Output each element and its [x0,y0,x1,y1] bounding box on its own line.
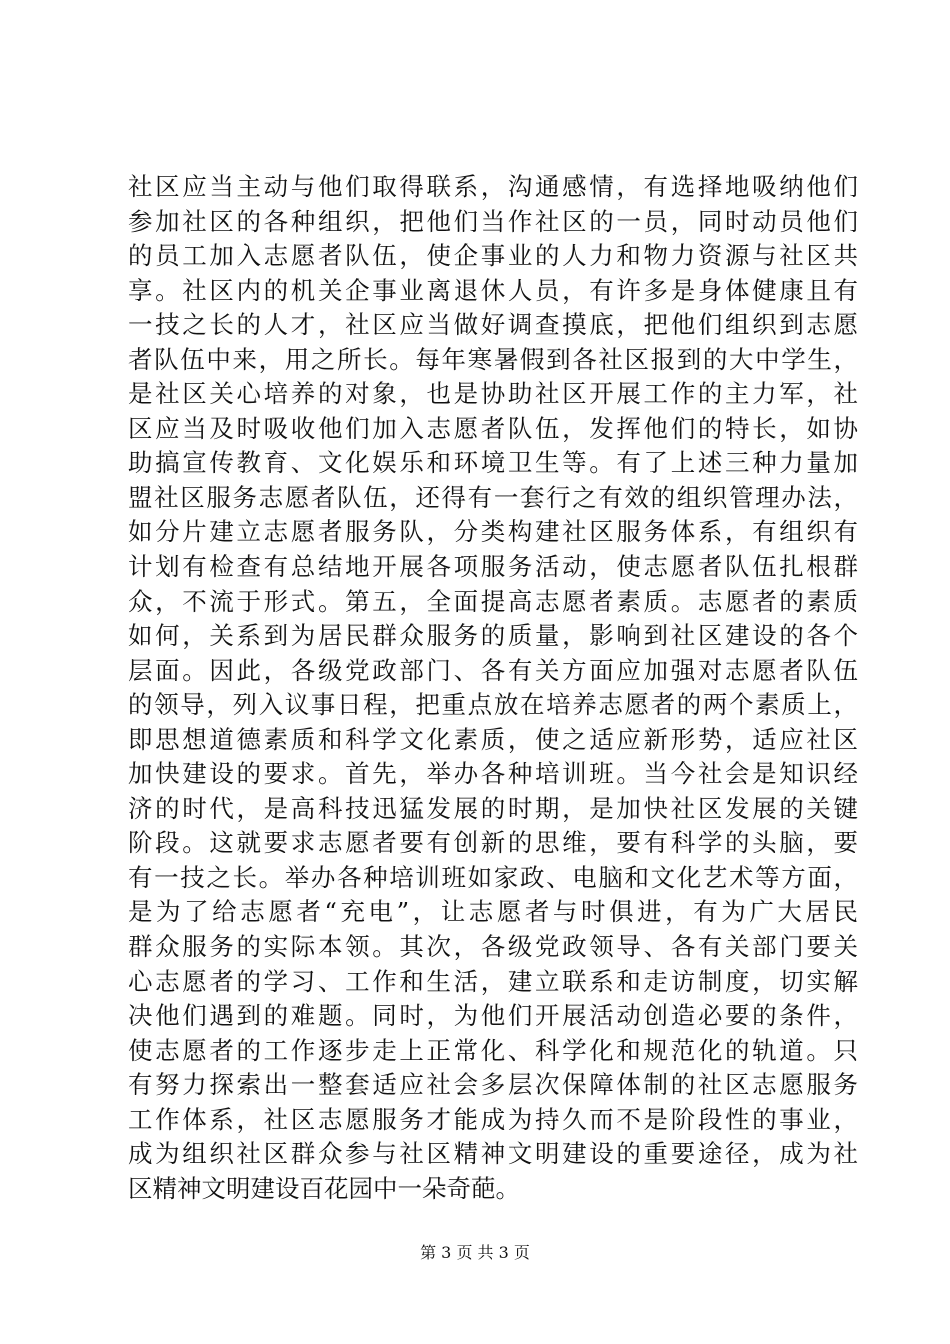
text-line: 盟社区服务志愿者队伍，还得有一套行之有效的组织管理办法， [128,482,858,512]
text-line: 参加社区的各种组织，把他们当作社区的一员，同时动员他们 [128,206,858,236]
text-line: 层面。因此，各级党政部门、各有关方面应加强对志愿者队伍 [128,655,858,685]
text-line: 的员工加入志愿者队伍，使企事业的人力和物力资源与社区共 [128,241,858,271]
text-line: 计划有检查有总结地开展各项服务活动，使志愿者队伍扎根群 [128,552,858,582]
text-line: 阶段。这就要求志愿者要有创新的思维，要有科学的头脑，要 [128,828,858,858]
text-line: 如何，关系到为居民群众服务的质量，影响到社区建设的各个 [128,621,858,651]
text-line: 使志愿者的工作逐步走上正常化、科学化和规范化的轨道。只 [128,1035,858,1065]
text-line: 工作体系，社区志愿服务才能成为持久而不是阶段性的事业， [128,1104,858,1134]
body-text [128,170,858,1206]
text-line: 济的时代，是高科技迅猛发展的时期，是加快社区发展的关键 [128,793,858,823]
text-line: 众，不流于形式。第五，全面提高志愿者素质。志愿者的素质 [128,586,858,616]
text-line: 社区应当主动与他们取得联系，沟通感情，有选择地吸纳他们 [128,172,858,201]
text-line: 群众服务的实际本领。其次，各级党政领导、各有关部门要关 [128,932,858,962]
text-line: 心志愿者的学习、工作和生活，建立联系和走访制度，切实解 [128,966,858,996]
text-line: 助搞宣传教育、文化娱乐和环境卫生等。有了上述三种力量加 [128,448,858,478]
text-line: 的领导，列入议事日程，把重点放在培养志愿者的两个素质上， [128,690,858,720]
text-line: 有努力探索出一整套适应社会多层次保障体制的社区志愿服务 [128,1070,858,1100]
text-line: 区应当及时吸收他们加入志愿者队伍，发挥他们的特长，如协 [128,413,858,443]
text-line: 享。社区内的机关企事业离退休人员，有许多是身体健康且有 [128,275,858,305]
text-line: 一技之长的人才，社区应当做好调查摸底，把他们组织到志愿 [128,310,858,340]
text-line: 如分片建立志愿者服务队，分类构建社区服务体系，有组织有 [128,517,858,547]
text-line: 是为了给志愿者“充电”，让志愿者与时俱进，有为广大居民 [128,897,858,927]
text-line: 区精神文明建设百花园中一朵奇葩。 [128,1173,520,1203]
text-line: 成为组织社区群众参与社区精神文明建设的重要途径，成为社 [128,1139,858,1169]
text-line: 决他们遇到的难题。同时，为他们开展活动创造必要的条件， [128,1001,858,1031]
text-line: 者队伍中来，用之所长。每年寒暑假到各社区报到的大中学生， [128,344,858,374]
text-line: 即思想道德素质和科学文化素质，使之适应新形势，适应社区 [128,724,858,754]
text-line: 加快建设的要求。首先，举办各种培训班。当今社会是知识经 [128,759,858,789]
page-footer: 第 3 页 共 3 页 [420,1243,530,1262]
text-line: 是社区关心培养的对象，也是协助社区开展工作的主力军，社 [128,379,858,409]
text-line: 有一技之长。举办各种培训班如家政、电脑和文化艺术等方面， [128,862,858,892]
